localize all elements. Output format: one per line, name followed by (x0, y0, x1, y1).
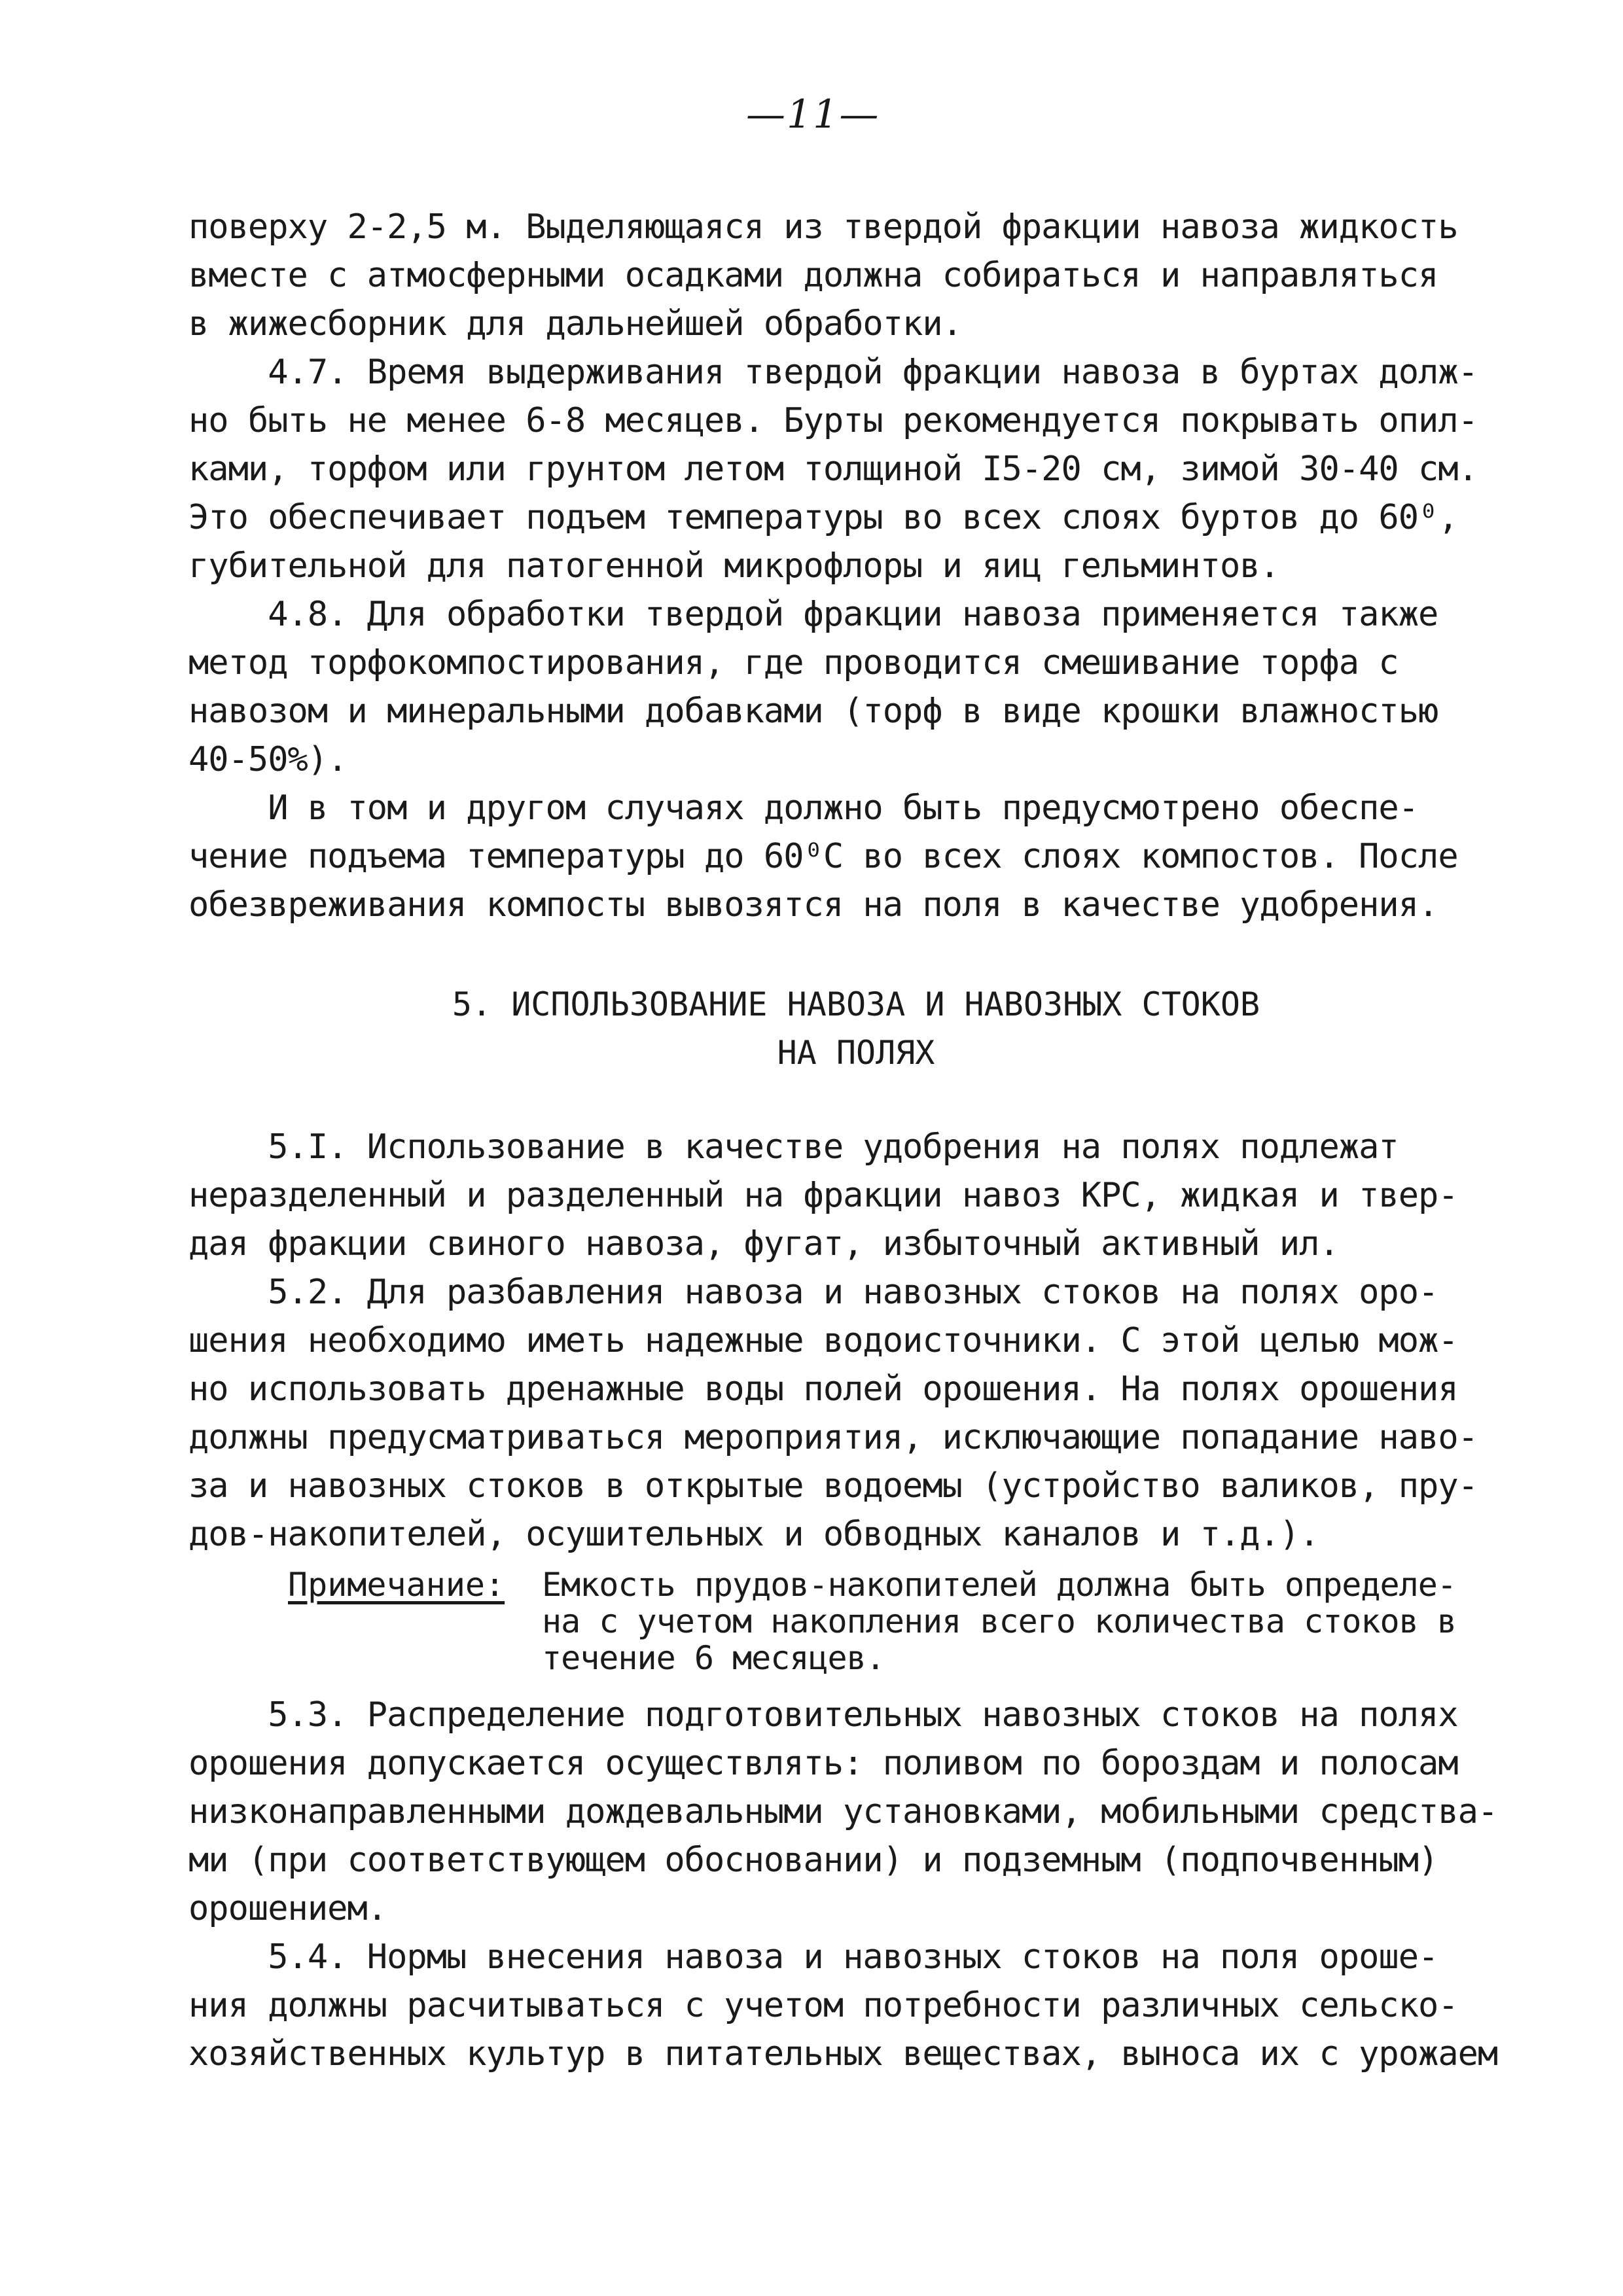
text-line: 40-50%). (188, 740, 348, 779)
text-line: вместе с атмосферными осадками должна собираться и направляться (188, 256, 1438, 295)
text-line: навозом и минеральными добавками (торф в виде крошки влажностью (188, 692, 1438, 731)
page-number: —11— (746, 92, 880, 137)
text-line: но использовать дренажные воды полей орошения. На полях орошения (188, 1369, 1458, 1409)
text-line: орошения допускается осуществлять: поливом по бороздам и полосам (188, 1744, 1458, 1783)
text-line: 5.3. Распределение подготовительных навозных стоков на полях (188, 1695, 1458, 1735)
text-line: ками, торфом или грунтом летом толщиной I5-20 см, зимой 30-40 см. (188, 450, 1478, 489)
text-line: дов-накопителей, осушительных и обводных каналов и т.д.). (188, 1515, 1319, 1554)
text-line: 4.7. Время выдерживания твердой фракции навоза в буртах долж- (188, 353, 1478, 392)
text-line: орошением. (188, 1889, 387, 1928)
text-line: ния должны расчитываться с учетом потребности различных сельско- (188, 1986, 1458, 2025)
text-line: Это обеспечивает подъем температуры во всех слоях буртов до 60⁰, (188, 498, 1458, 537)
text-line: 5.I. Использование в качестве удобрения на полях подлежат (188, 1127, 1399, 1167)
text-line: метод торфокомпостирования, где проводится смешивание торфа с (188, 643, 1399, 682)
text-line: губительной для патогенной микрофлоры и яиц гельминтов. (188, 546, 1279, 586)
text-line: хозяйственных культур в питательных веществах, выноса их с урожаем (188, 2034, 1498, 2074)
text-line: за и навозных стоков в открытые водоемы (устройство валиков, пру- (188, 1466, 1478, 1506)
text-line: должны предусматриваться мероприятия, исключающие попадание наво- (188, 1418, 1478, 1457)
text-line: но быть не менее 6-8 месяцев. Бурты рекомендуется покрывать опил- (188, 401, 1478, 440)
text-line: 5.2. Для разбавления навоза и навозных стоков на полях оро- (188, 1273, 1438, 1312)
section-heading-continued: НА ПОЛЯХ (777, 1034, 935, 1072)
text-line: чение подъема температуры до 60⁰С во всех слоях компостов. После (188, 837, 1458, 876)
note-label: Примечание: (288, 1566, 505, 1604)
text-line: шения необходимо иметь надежные водоисточники. С этой целью мож- (188, 1321, 1458, 1360)
text-line: 5.4. Нормы внесения навоза и навозных стоков на поля ороше- (188, 1937, 1438, 1977)
text-line: обезвреживания компосты вывозятся на поля в качестве удобрения. (188, 885, 1438, 925)
text-line: ми (при соответствующем обосновании) и подземным (подпочвенным) (188, 1841, 1438, 1880)
text-line: низконаправленными дождевальными установками, мобильными средства- (188, 1792, 1498, 1831)
text-line: дая фракции свиного навоза, фугат, избыточный активный ил. (188, 1224, 1339, 1263)
text-line: И в том и другом случаях должно быть предусмотрено обеспе- (188, 788, 1419, 828)
text-line: 4.8. Для обработки твердой фракции навоза применяется также (188, 595, 1438, 634)
note-line: на с учетом накопления всего количества стоков в (542, 1602, 1456, 1640)
text-line: в жижесборник для дальнейшей обработки. (188, 304, 962, 344)
section-heading: 5. ИСПОЛЬЗОВАНИЕ НАВОЗА И НАВОЗНЫХ СТОКОВ (452, 985, 1260, 1023)
text-line: неразделенный и разделенный на фракции навоз КРС, жидкая и твер- (188, 1176, 1458, 1215)
note-line: Емкость прудов-накопителей должна быть определе- (542, 1566, 1456, 1604)
note-line: течение 6 месяцев. (542, 1639, 885, 1677)
text-line: поверху 2-2,5 м. Выделяющаяся из твердой фракции навоза жидкость (188, 207, 1458, 247)
